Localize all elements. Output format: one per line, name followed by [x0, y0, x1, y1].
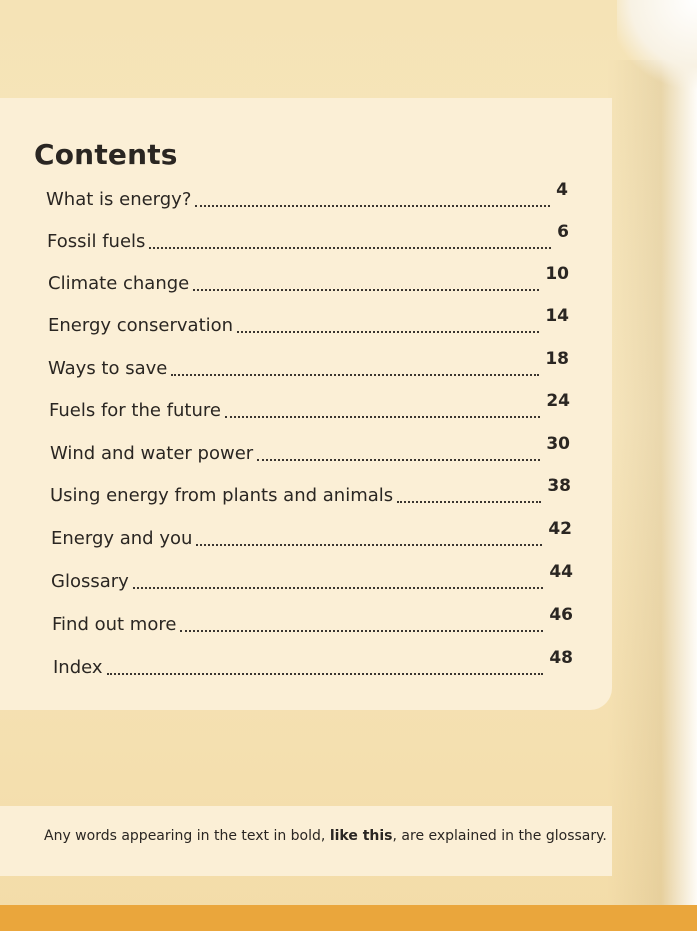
toc-page-number: 38 [547, 476, 571, 496]
toc-entry[interactable] [51, 519, 572, 549]
toc-leader-dots [133, 569, 544, 589]
toc-page-number: 4 [556, 180, 568, 200]
toc-entry-label: Energy conservation [48, 315, 234, 336]
footnote-text-before: Any words appearing in the text in bold, [44, 828, 330, 844]
toc-leader-dots [171, 356, 539, 376]
toc-page-number: 6 [557, 222, 569, 242]
toc-page-number: 14 [545, 306, 569, 326]
toc-leader-dots [195, 187, 550, 207]
page-title: Contents [34, 138, 178, 171]
toc-entry[interactable] [48, 306, 569, 336]
toc-entry-label: Ways to save [48, 358, 168, 379]
toc-leader-dots [149, 229, 551, 249]
footnote-bold-example: like this [329, 828, 393, 844]
toc-page-number: 10 [545, 264, 569, 284]
glossary-footnote [44, 828, 607, 844]
toc-leader-dots [257, 441, 540, 461]
toc-entry[interactable] [52, 605, 573, 635]
toc-leader-dots [397, 483, 541, 503]
toc-page-number: 24 [546, 391, 570, 411]
toc-entry-label: Climate change [48, 273, 190, 294]
toc-entry[interactable] [53, 648, 573, 678]
toc-leader-dots [107, 655, 544, 675]
toc-entry-label: Index [53, 657, 103, 678]
toc-entry-label: Glossary [51, 571, 129, 592]
toc-entry[interactable] [48, 264, 569, 294]
toc-entry-label: What is energy? [46, 189, 192, 210]
toc-entry-label: Using energy from plants and animals [50, 485, 394, 506]
toc-entry[interactable] [50, 434, 570, 464]
toc-entry-label: Energy and you [51, 528, 193, 549]
toc-entry-label: Wind and water power [50, 443, 254, 464]
toc-leader-dots [196, 526, 542, 546]
toc-leader-dots [193, 271, 539, 291]
toc-page-number: 48 [549, 648, 573, 668]
toc-leader-dots [180, 612, 543, 632]
toc-entry[interactable] [48, 349, 569, 379]
toc-entry[interactable] [47, 222, 569, 252]
toc-entry[interactable] [50, 476, 571, 506]
toc-entry-label: Fuels for the future [49, 400, 221, 421]
toc-leader-dots [225, 398, 540, 418]
toc-page-number: 30 [546, 434, 570, 454]
toc-entry-label: Find out more [52, 614, 177, 635]
toc-page-number: 44 [549, 562, 573, 582]
footnote-text-after: , are explained in the glossary. [392, 828, 607, 844]
toc-entry[interactable] [46, 180, 568, 210]
toc-page-number: 18 [545, 349, 569, 369]
toc-entry[interactable] [51, 562, 573, 592]
toc-entry[interactable] [49, 391, 570, 421]
toc-page-number: 46 [549, 605, 573, 625]
toc-entry-label: Fossil fuels [47, 231, 146, 252]
toc-page-number: 42 [548, 519, 572, 539]
toc-leader-dots [237, 313, 539, 333]
